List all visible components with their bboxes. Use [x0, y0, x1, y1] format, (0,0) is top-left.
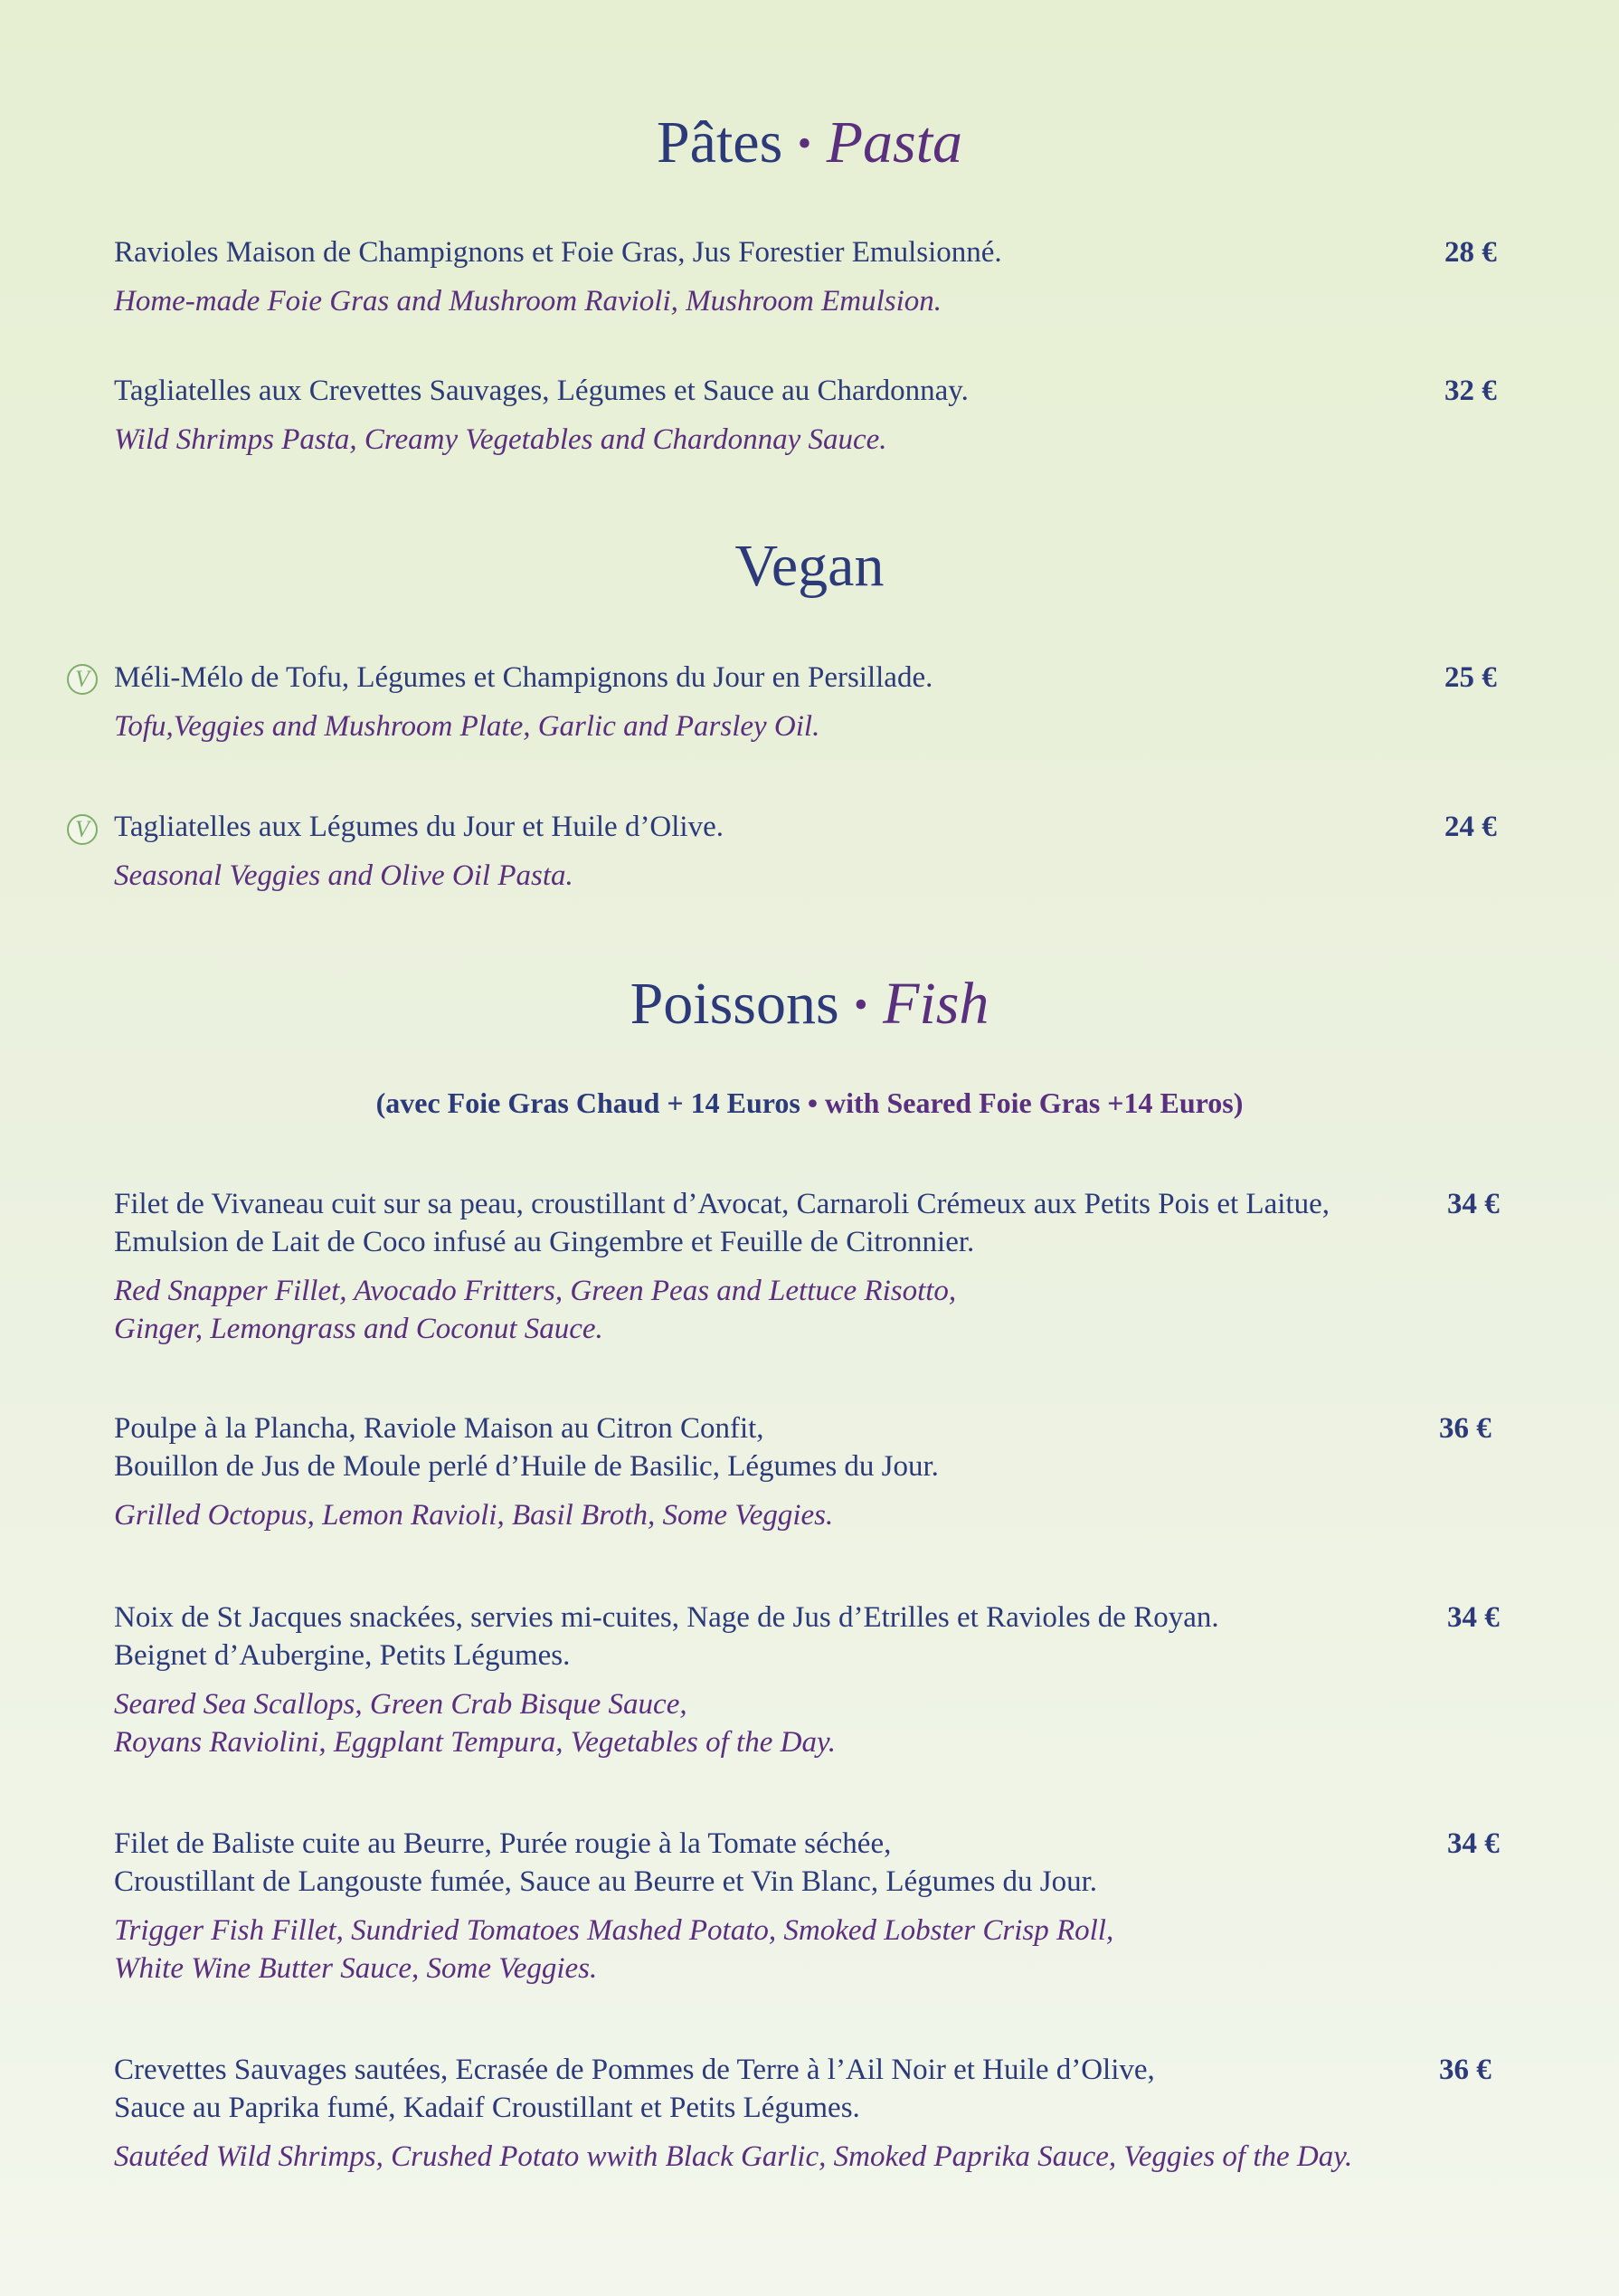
dish-name-fr: Tagliatelles aux Légumes du Jour et Huile d’Olive.: [114, 811, 724, 843]
dish-name-fr: Tagliatelles aux Crevettes Sauvages, Légumes et Sauce au Chardonnay.: [114, 375, 969, 407]
dish-price: 34 €: [1447, 1188, 1500, 1220]
dish-name-fr: Méli-Mélo de Tofu, Légumes et Champignons du Jour en Persillade.: [114, 661, 933, 694]
title-separator: •: [854, 982, 868, 1027]
vegan-icon: V: [67, 664, 98, 695]
dish-name-en: Seasonal Veggies and Olive Oil Pasta.: [114, 859, 573, 892]
menu-item: [114, 2051, 1516, 2176]
dish-price: 34 €: [1447, 1601, 1500, 1634]
section-title-en: Pasta: [826, 109, 963, 176]
section-title-fr: Poissons: [630, 971, 839, 1037]
dish-name-fr: Poulpe à la Plancha, Raviole Maison au Citron Confit, Bouillon de Jus de Moule perlé d’Huile de Basilic, Légumes du Jour.: [114, 1412, 939, 1483]
note-close: ): [1233, 1086, 1244, 1119]
dish-price: 32 €: [1444, 375, 1497, 407]
dish-name-en: Wild Shrimps Pasta, Creamy Vegetables and Chardonnay Sauce.: [114, 423, 887, 456]
dish-price: 34 €: [1447, 1827, 1500, 1860]
title-separator: •: [797, 121, 812, 166]
dish-name-en: Tofu,Veggies and Mushroom Plate, Garlic and Parsley Oil.: [114, 710, 820, 743]
dish-name-en: Red Snapper Fillet, Avocado Fritters, Green Peas and Lettuce Risotto, Ginger, Lemongrass and Coconut Sauce.: [114, 1275, 957, 1345]
dish-name-fr: Ravioles Maison de Champignons et Foie Gras, Jus Forestier Emulsionné.: [114, 236, 1002, 269]
section-title-en: Fish: [883, 971, 989, 1037]
vegan-icon: V: [67, 814, 98, 845]
dish-name-en: Grilled Octopus, Lemon Ravioli, Basil Broth, Some Veggies.: [114, 1499, 834, 1532]
note-open: (: [375, 1086, 386, 1119]
dish-name-en: Trigger Fish Fillet, Sundried Tomatoes Mashed Potato, Smoked Lobster Crisp Roll, White Wine Butter Sauce, Some Veggies.: [114, 1914, 1114, 1985]
section-title-fr: Pâtes: [656, 109, 783, 176]
dish-name-en: Sautéed Wild Shrimps, Crushed Potato wwith Black Garlic, Smoked Paprika Sauce, Veggies of the Day.: [114, 2140, 1353, 2173]
section-title-pasta: [0, 107, 1619, 180]
dish-name-fr: Filet de Baliste cuite au Beurre, Purée rougie à la Tomate séchée, Croustillant de Langouste fumée, Sauce au Beurre et Vin Blanc, Légumes du Jour.: [114, 1827, 1098, 1898]
foie-gras-supplement-note: [0, 1083, 1619, 1123]
menu-item: [114, 372, 1516, 459]
menu-item: [114, 233, 1516, 320]
menu-item: [114, 808, 1516, 895]
dish-price: 36 €: [1439, 2054, 1491, 2086]
note-fr: avec Foie Gras Chaud + 14 Euros: [385, 1086, 800, 1119]
dish-price: 25 €: [1444, 661, 1497, 694]
note-en: with Seared Foie Gras +14 Euros: [825, 1086, 1234, 1119]
dish-name-fr: Crevettes Sauvages sautées, Ecrasée de Pommes de Terre à l’Ail Noir et Huile d’Olive, Sauce au Paprika fumé, Kadaif Croustillant et Petits Légumes.: [114, 2054, 1155, 2124]
menu-item: [114, 1825, 1516, 1988]
menu-item: [114, 1409, 1516, 1534]
dish-name-en: Home-made Foie Gras and Mushroom Ravioli, Mushroom Emulsion.: [114, 285, 942, 318]
menu-item: [114, 659, 1516, 745]
dish-name-fr: Noix de St Jacques snackées, servies mi-cuites, Nage de Jus d’Etrilles et Ravioles de Royan. Beignet d’Aubergine, Petits Légumes.: [114, 1601, 1219, 1672]
dish-name-fr: Filet de Vivaneau cuit sur sa peau, croustillant d’Avocat, Carnaroli Crémeux aux Petits Pois et Laitue, Emulsion de Lait de Coco infusé au Gingembre et Feuille de Citronnier.: [114, 1188, 1330, 1258]
section-title-fish: [0, 968, 1619, 1041]
dish-price: 28 €: [1444, 236, 1497, 269]
menu-item: [114, 1599, 1516, 1761]
section-title-text: Vegan: [734, 533, 885, 599]
dish-price: 24 €: [1444, 811, 1497, 843]
dish-name-en: Seared Sea Scallops, Green Crab Bisque Sauce, Royans Raviolini, Eggplant Tempura, Vegetables of the Day.: [114, 1688, 837, 1759]
menu-item: [114, 1185, 1516, 1348]
dish-price: 36 €: [1439, 1412, 1491, 1445]
section-title-vegan: [0, 530, 1619, 602]
note-separator: •: [807, 1086, 819, 1119]
